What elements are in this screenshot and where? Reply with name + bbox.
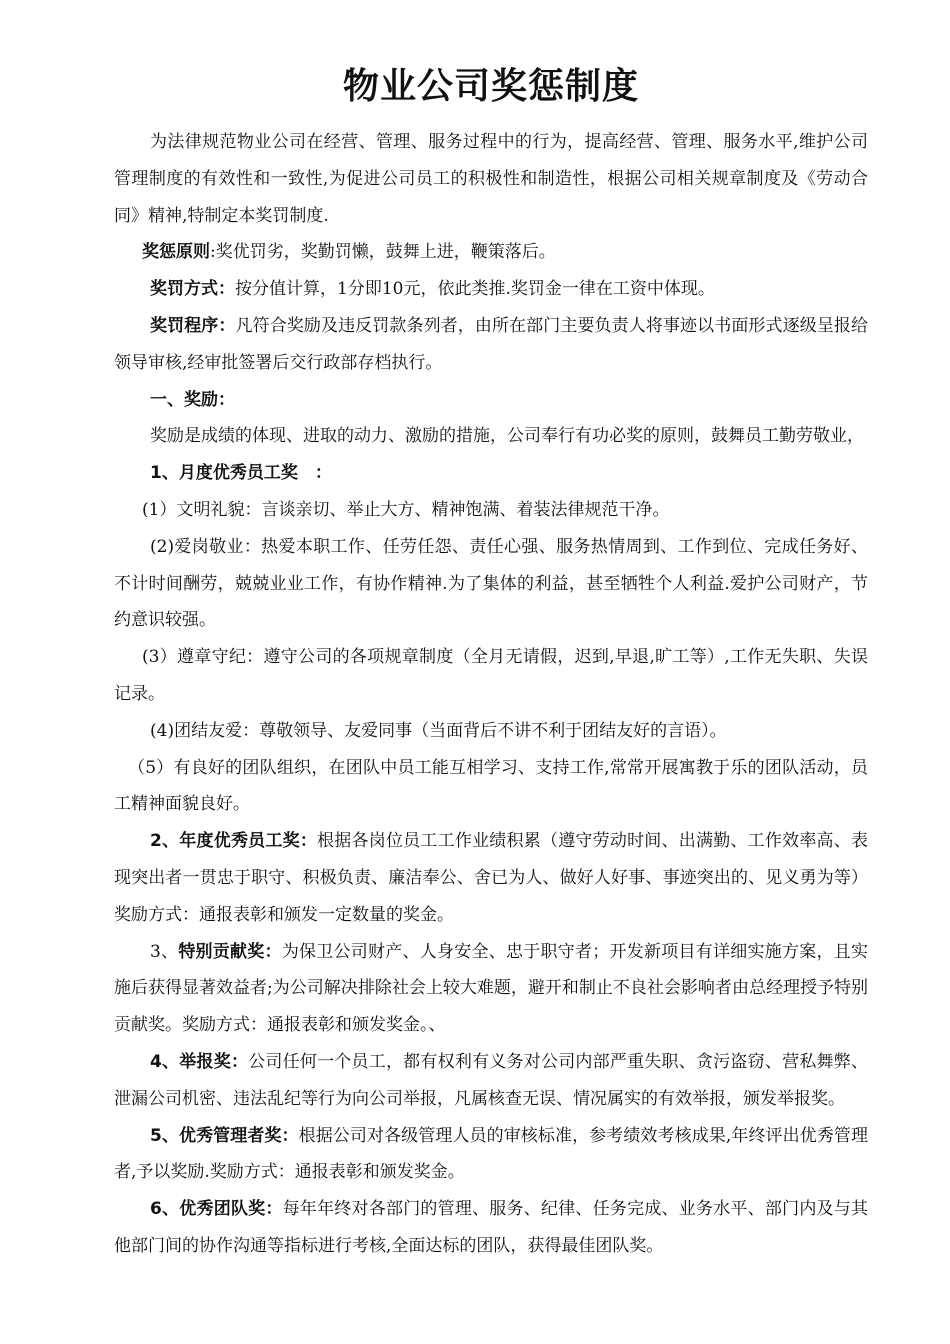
section-heading-rewards: 一、奖励： bbox=[150, 389, 235, 410]
principle-paragraph bbox=[114, 234, 868, 271]
principle-text: :奖优罚劣，奖勤罚懒，鼓舞上进，鞭策落后。 bbox=[210, 242, 556, 263]
annual-award-text: 根据各岗位员工工作业绩积累（遵守劳动时间、出满勤、工作效率高、表现突出者一贯忠于职守、积极负责、廉洁奉公、舍已为人、做好人好事、事迹突出的、见义勇为等）奖励方式：通报表彰和颁发一定数量的奖金。 bbox=[114, 831, 868, 925]
special-award-number: 3、 bbox=[150, 941, 179, 962]
annual-award-paragraph bbox=[114, 823, 868, 933]
document-title: 物业公司奖惩制度 bbox=[342, 66, 639, 107]
report-award-text: 公司任何一个员工，都有权利有义务对公司内部严重失职、贪污盗窃、营私舞弊、泄漏公司机密、违法乱纪等行为向公司举报，凡属核查无误、情况属实的有效举报，颁发举报奖。 bbox=[114, 1051, 868, 1109]
rewards-intro-paragraph: 奖励是成绩的体现、进取的动力、激励的措施，公司奉行有功必奖的原则，鼓舞员工勤劳敬业， bbox=[150, 426, 864, 447]
method-paragraph bbox=[114, 271, 868, 308]
annual-award-label: 2、年度优秀员工奖： bbox=[150, 831, 318, 852]
principle-label: 奖惩原则 bbox=[142, 242, 210, 263]
monthly-item-2: (2)爱岗敬业：热爱本职工作、任劳任怨、责任心强、服务热情周到、工作到位、完成任务好、不计时间酬劳，兢兢业业工作，有协作精神.为了集体的利益，甚至牺牲个人利益.爱护公司财产，节约意识较强。 bbox=[114, 536, 868, 631]
intro-paragraph: 为法律规范物业公司在经营、管理、服务过程中的行为，提高经营、管理、服务水平,维护公司管理制度的有效性和一致性,为促进公司员工的积极性和制造性，根据公司相关规章制度及《劳动合同》精神,特制定本奖罚制度. bbox=[114, 132, 868, 226]
manager-award-text: 根据公司对各级管理人员的审核标准，参考绩效考核成果,年终评出优秀管理者,予以奖励.奖励方式：通报表彰和颁发奖金。 bbox=[114, 1125, 868, 1183]
procedure-text: 凡符合奖励及违反罚款条列者，由所在部门主要负责人将事迹以书面形式逐级呈报给领导审核,经审批签署后交行政部存档执行。 bbox=[114, 315, 869, 373]
method-text: 按分值计算，1分即10元，依此类推.奖罚金一律在工资中体现。 bbox=[235, 279, 715, 300]
manager-award-label: 5、优秀管理者奖： bbox=[150, 1125, 299, 1146]
special-award-text: 为保卫公司财产、人身安全、忠于职守者；开发新项目有详细实施方案，且实施后获得显著效益者;为公司解决排除社会上较大难题，避开和制止不良社会影响者由总经理授予特别贡献奖。奖励方式：通报表彰和颁发奖金。、 bbox=[114, 941, 868, 1036]
team-award-paragraph bbox=[114, 1191, 868, 1265]
monthly-item-5: （5）有良好的团队组织，在团队中员工能互相学习、支持工作,常常开展寓教于乐的团队活动，员工精神面貌良好。 bbox=[114, 757, 868, 815]
special-award-label: 特别贡献奖： bbox=[178, 941, 282, 962]
team-award-text: 每年年终对各部门的管理、服务、纪律、任务完成、业务水平、部门内及与其他部门间的协作沟通等指标进行考核,全面达标的团队，获得最佳团队奖。 bbox=[114, 1199, 868, 1256]
report-award-paragraph bbox=[114, 1044, 868, 1118]
monthly-item-3: (3）遵章守纪：遵守公司的各项规章制度（全月无请假，迟到,早退,旷工等）,工作无失职、失误记录。 bbox=[114, 647, 868, 704]
monthly-item-4: (4)团结友爱：尊敬领导、友爱同事（当面背后不讲不利于团结友好的言语）。 bbox=[150, 720, 727, 741]
special-award-paragraph bbox=[114, 934, 868, 1044]
procedure-paragraph bbox=[114, 308, 868, 382]
team-award-label: 6、优秀团队奖： bbox=[150, 1199, 283, 1220]
procedure-label: 奖罚程序： bbox=[150, 315, 236, 336]
monthly-item-1: (1）文明礼貌：言谈亲切、举止大方、精神饱满、着装法律规范干净。 bbox=[142, 499, 670, 520]
manager-award-paragraph bbox=[114, 1118, 868, 1192]
method-label: 奖罚方式： bbox=[150, 279, 235, 300]
report-award-label: 4、举报奖： bbox=[150, 1051, 249, 1072]
monthly-award-heading: 1、月度优秀员工奖 ： bbox=[150, 463, 332, 484]
